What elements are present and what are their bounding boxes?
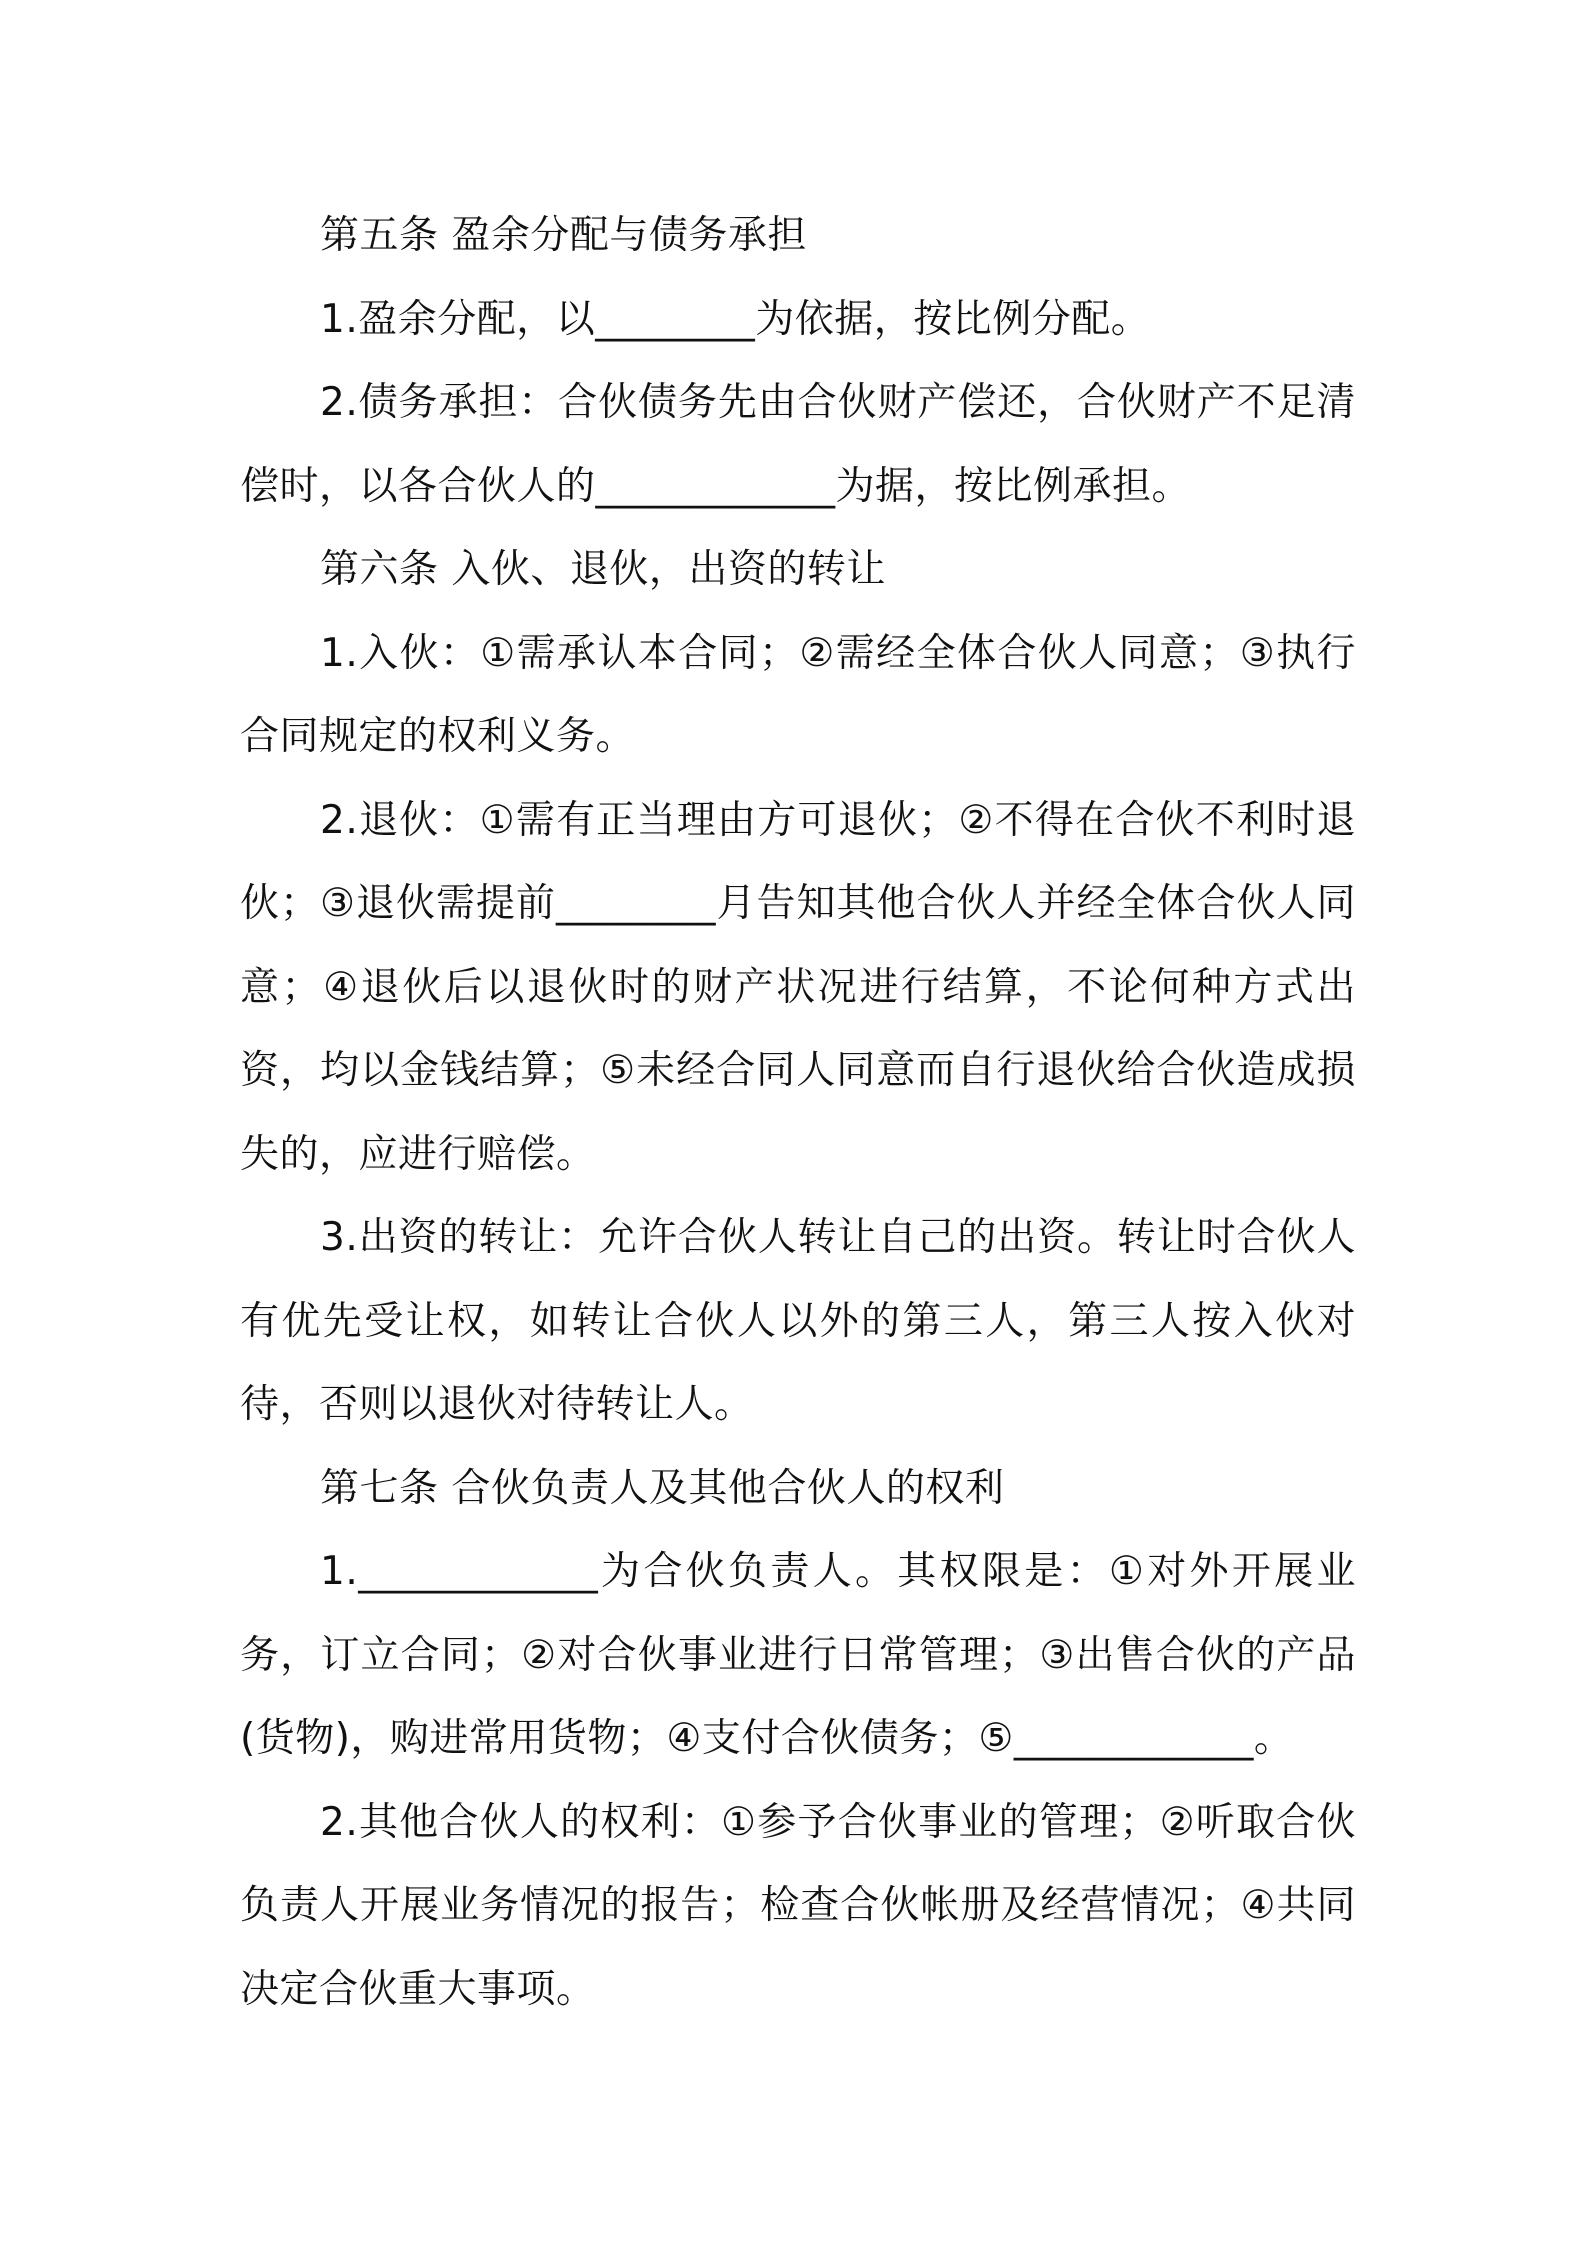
- article-6-heading: 第六条 入伙、退伙，出资的转让: [320, 547, 886, 592]
- document-body: [240, 194, 1356, 2031]
- article-6-item-3: 3.出资的转让：允许合伙人转让自己的出资。转让时合伙人有优先受让权，如转让合伙人以外的第三人，第三人按入伙对待，否则以退伙对待转让人。: [240, 1215, 1356, 1427]
- article-6-item-2: 2.退伙：①需有正当理由方可退伙；②不得在合伙不利时退伙；③退伙需提前________月告知其他合伙人并经全体合伙人同意；④退伙后以退伙时的财产状况进行结算，不论何种方式出资，均以金钱结算；⑤未经合同人同意而自行退伙给合伙造成损失的，应进行赔偿。: [240, 797, 1356, 1177]
- article-6-item-1: 1.入伙：①需承认本合同；②需经全体合伙人同意；③执行合同规定的权利义务。: [240, 630, 1356, 759]
- article-7-item-1: 1.____________为合伙负责人。其权限是：①对外开展业务，订立合同；②对合伙事业进行日常管理；③出售合伙的产品(货物)，购进常用货物；④支付合伙债务；⑤____________。: [240, 1549, 1356, 1761]
- article-5-item-2: 2.债务承担：合伙债务先由合伙财产偿还，合伙财产不足清偿时，以各合伙人的____________为据，按比例承担。: [240, 380, 1356, 509]
- article-5-item-1: 1.盈余分配，以________为依据，按比例分配。: [320, 296, 1151, 342]
- article-7-item-2: 2.其他合伙人的权利：①参予合伙事业的管理；②听取合伙负责人开展业务情况的报告；检查合伙帐册及经营情况；④共同决定合伙重大事项。: [240, 1799, 1356, 2012]
- article-5-heading: 第五条 盈余分配与债务承担: [320, 213, 807, 258]
- article-7-heading: 第七条 合伙负责人及其他合伙人的权利: [320, 1465, 1005, 1511]
